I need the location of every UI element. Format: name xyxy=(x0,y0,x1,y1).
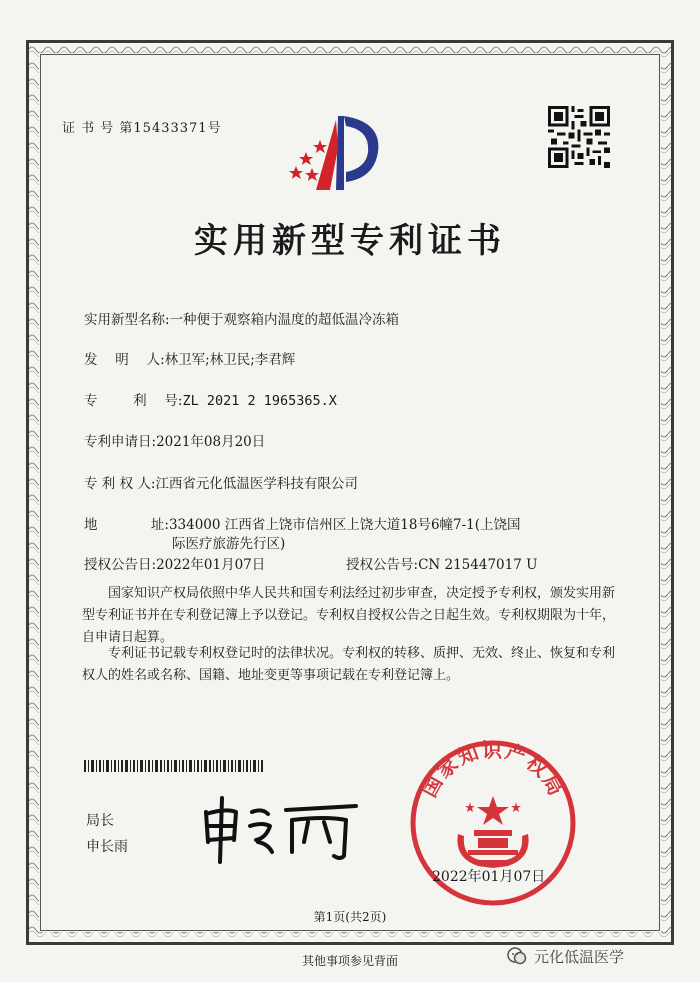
svg-text:国家知识产权局: 国家知识产权局 xyxy=(416,738,570,802)
utility-model-name-label: 实用新型名称: xyxy=(84,312,170,328)
page-info: 第1页(共2页) xyxy=(313,910,387,924)
address-row xyxy=(84,513,521,533)
inventor-label: 发 明 人: xyxy=(84,352,165,368)
grant-date-label: 授权公告日: xyxy=(84,557,157,573)
director-title: 局长 xyxy=(86,813,114,829)
patent-number-label: 专 利 号: xyxy=(84,393,183,409)
statement-paragraph-1: 国家知识产权局依照中华人民共和国专利法经过初步审查，决定授予专利权，颁发实用新型专利证书并在专利登记簿上予以登记。专利权自授权公告之日起生效。专利权期限为十年，自申请日起算。 xyxy=(82,586,616,645)
patentee-value: 江西省元化低温医学科技有限公司 xyxy=(155,476,358,492)
certificate-number: 证 书 号 第15433371号 xyxy=(62,121,222,136)
patentee-label: 专 利 权 人: xyxy=(84,476,156,492)
filing-date-value: 2021年08月20日 xyxy=(156,434,266,450)
inventor-value: 林卫军;林卫民;李君辉 xyxy=(164,352,296,368)
inventor-row xyxy=(84,348,295,368)
filing-date-label: 专利申请日: xyxy=(84,434,157,450)
grant-number-label: 授权公告号: xyxy=(346,557,419,573)
address-line-2: 际医疗旅游先行区) xyxy=(172,536,286,552)
filing-date-row xyxy=(84,430,265,450)
grant-date-value: 2022年01月07日 xyxy=(156,557,266,573)
wechat-icon xyxy=(506,945,528,967)
grant-date-row xyxy=(84,553,265,573)
director-name: 申长雨 xyxy=(86,839,128,855)
barcode-icon xyxy=(84,760,264,772)
utility-model-name-row xyxy=(84,308,399,328)
statement-paragraph-2: 专利证书记载专利权登记时的法律状况。专利权的转移、质押、无效、终止、恢复和专利权人的姓名或名称、国籍、地址变更等事项记载在专利登记簿上。 xyxy=(82,646,616,683)
director-signature xyxy=(196,790,366,868)
footer-note: 其他事项参见背面 xyxy=(301,954,398,968)
watermark-text: 元化低温医学 xyxy=(534,948,625,966)
grant-number-value: CN 215447017 U xyxy=(418,557,538,573)
document-title: 实用新型专利证书 xyxy=(194,221,506,261)
address-label: 地 址: xyxy=(84,517,169,533)
grant-number-row xyxy=(346,553,537,573)
patent-number-value: ZL 2021 2 1965365.X xyxy=(182,393,337,409)
qr-code-icon xyxy=(548,106,610,168)
address-line-1: 334000 江西省上饶市信州区上饶大道18号6幢7-1(上饶国 xyxy=(168,517,521,533)
cnipa-logo-icon xyxy=(286,112,386,194)
patentee-row xyxy=(84,472,358,492)
patent-number-row xyxy=(84,389,337,409)
utility-model-name-value: 一种便于观察箱内温度的超低温冷冻箱 xyxy=(169,312,400,328)
seal-date: 2022年01月07日 xyxy=(432,869,546,885)
